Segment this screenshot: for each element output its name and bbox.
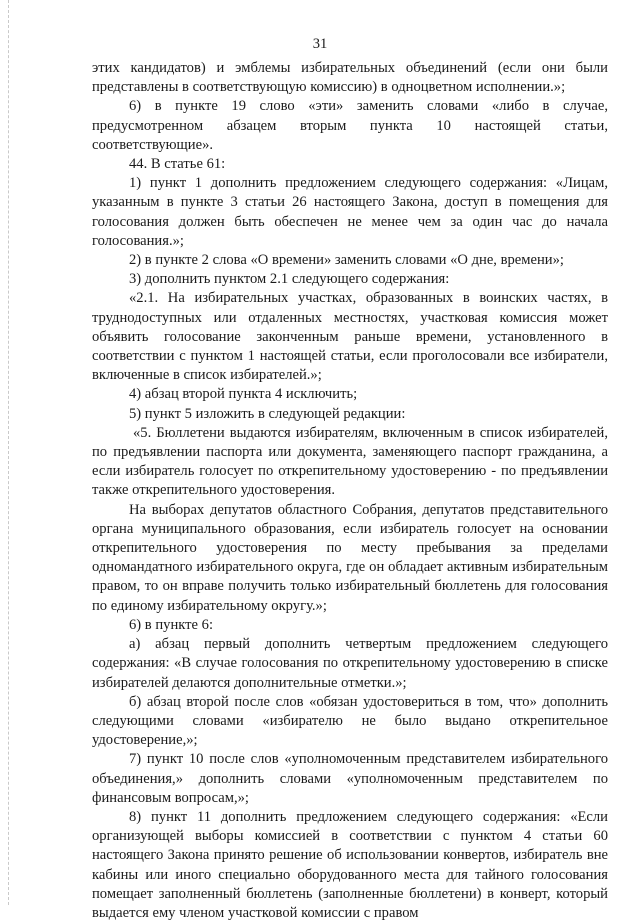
paragraph-continuation: этих кандидатов) и эмблемы избирательных объединений (если они были представлены в соответствующую комиссию) в одноцветном исполнении.»;	[92, 60, 608, 96]
paragraph-article-44: 44. В статье 61:	[129, 156, 226, 173]
paragraph-quote-5: «5. Бюллетени выдаются избирателям, включенным в список избирателей, по предъявлении паспорта или документа, заменяющего паспорт гражданина, а если избиратель голосует по открепительному удостоверению - по предъявлении также открепительного удостоверения.	[92, 424, 608, 499]
document-body	[92, 59, 608, 923]
paragraph-item-3: 3) дополнить пунктом 2.1 следующего содержания:	[129, 271, 450, 288]
paragraph-subitem-a: а) абзац первый дополнить четвертым предложением следующего содержания: «В случае голосования по открепительному удостоверению в списке избирателей делаются дополнительные отметки.»;	[92, 636, 608, 691]
paragraph-elections-deputies: На выборах депутатов областного Собрания, депутатов представительного органа муниципального образования, если избиратель голосует на основании открепительного удостоверения по месту пребывания за пределами одномандатного избирательного округа, где он обладает активным избирательным правом, то он вправе получить только избирательный бюллетень для голосования по единому избирательному округу.»;	[92, 501, 608, 614]
page-number: 31	[312, 36, 328, 52]
paragraph-item-1: 1) пункт 1 дополнить предложением следующего содержания: «Лицам, указанным в пункте 3 статьи 26 настоящего Закона, доступ в помещения для голосования должен быть обеспечен не менее чем за один час до начала голосования.»;	[92, 175, 608, 249]
paragraph-item-6-point-6: 6) в пункте 6:	[129, 616, 214, 633]
paragraph-quote-2-1: «2.1. На избирательных участках, образованных в воинских частях, в труднодоступных или отдаленных местностях, участковая комиссия может объявить голосование законченным раньше времени, установленного в соответствии с пунктом 1 настоящей статьи, если проголосовали все избиратели, включенные в список избирателей.»;	[92, 290, 608, 384]
paragraph-item-8: 8) пункт 11 дополнить предложением следующего содержания: «Если организующей выборы комиссией в соответствии с пунктом 4 статьи 60 настоящего Закона принято решение об использовании конвертов, избиратель вне кабины или иного специально оборудованного места для тайного голосования помещает заполненный бюллетень (заполненные бюллетени) в конверт, который выдается ему членом участковой комиссии с правом	[92, 808, 608, 921]
paragraph-item-5: 5) пункт 5 изложить в следующей редакции:	[129, 405, 406, 422]
paragraph-item-4: 4) абзац второй пункта 4 исключить;	[129, 386, 358, 403]
scan-edge-line	[8, 0, 9, 905]
paragraph-item-7: 7) пункт 10 после слов «уполномоченным представителем избирательного объединения,» дополнить словами «уполномоченным представителем по финансовым вопросам,»;	[92, 751, 608, 806]
paragraph-item-2: 2) в пункте 2 слова «О времени» заменить словами «О дне, времени»;	[129, 252, 564, 269]
paragraph-item-6: 6) в пункте 19 слово «эти» заменить словами «либо в случае, предусмотренном абзацем вторым пункта 10 настоящей статьи, соответствующие».	[92, 98, 608, 153]
paragraph-subitem-b: б) абзац второй после слов «обязан удостовериться в том, что» дополнить следующими словами «избирателю не было выдано открепительное удостоверение,»;	[92, 693, 608, 749]
